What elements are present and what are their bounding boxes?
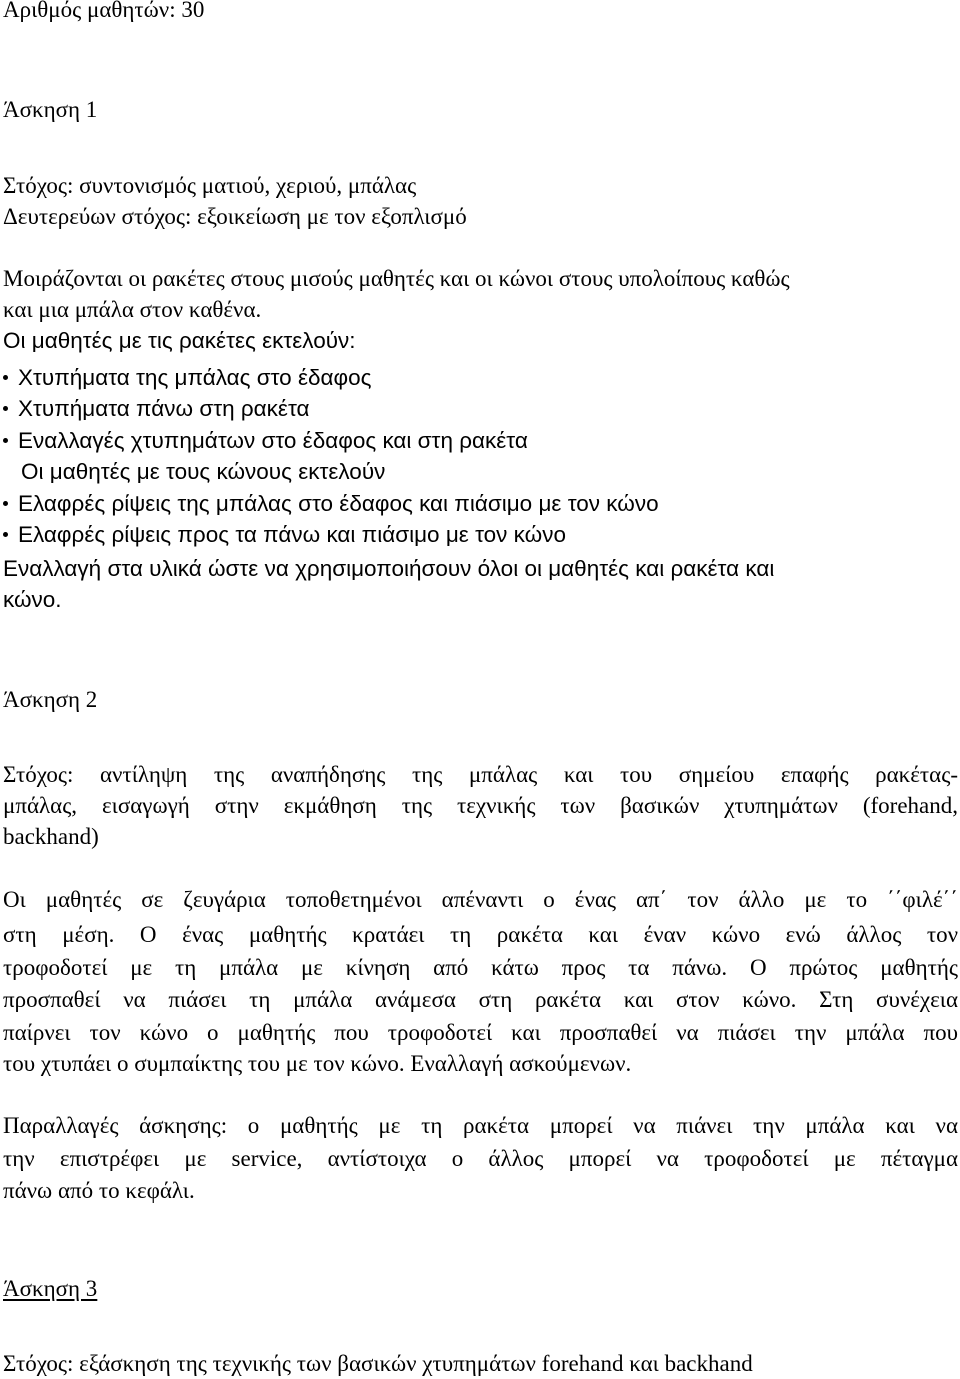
exercise-1-intro-line-2: και μια μπάλα στον καθένα.: [3, 297, 262, 322]
list-item: [3, 490, 659, 518]
exercise-2-variation-line: την επιστρέφει με service, αντίστοιχα ο άλλος μπορεί να τροφοδοτεί με πέταγμα: [3, 1146, 958, 1171]
list-item-label: Εναλλαγές χτυπημάτων στο έδαφος και στη ρακέτα: [18, 428, 528, 453]
exercise-2-variation-line: Παραλλαγές άσκησης: ο μαθητής με τη ρακέτα μπορεί να πιάνει την μπάλα και να: [3, 1113, 958, 1138]
list-item: [3, 427, 528, 455]
list-item: [3, 364, 371, 392]
list-item-label: Ελαφρές ρίψεις προς τα πάνω και πιάσιμο με τον κώνο: [18, 522, 566, 547]
exercise-1-intro-line-1: Μοιράζονται οι ρακέτες στους μισούς μαθητές και οι κώνοι στους υπολοίπους καθώς: [3, 266, 790, 291]
racket-group-heading: Οι μαθητές με τις ρακέτες εκτελούν:: [3, 328, 356, 353]
cone-group-heading: Οι μαθητές με τους κώνους εκτελούν: [21, 459, 386, 484]
exercise-2-desc-line: Οι μαθητές σε ζευγάρια τοποθετημένοι απέναντι ο ένας απ΄ τον άλλο με το ΄΄φιλέ΄΄: [3, 887, 958, 912]
exercise-2-desc-line: τροφοδοτεί με τη μπάλα με κίνηση από κάτω προς τα πάνω. Ο πρώτος μαθητής: [3, 955, 958, 980]
switch-line-1: Εναλλαγή στα υλικά ώστε να χρησιμοποιήσουν όλοι οι μαθητές και ρακέτα και: [3, 556, 775, 581]
list-item-label: Χτυπήματα της μπάλας στο έδαφος: [18, 365, 372, 390]
exercise-2-goal-line-1: Στόχος: αντίληψη της αναπήδησης της μπάλας και του σημείου επαφής ρακέτας-: [3, 762, 958, 787]
bullet-icon: [3, 438, 8, 443]
exercise-3-goal: Στόχος: εξάσκηση της τεχνικής των βασικών χτυπημάτων forehand και backhand: [3, 1351, 753, 1376]
bullet-icon: [3, 501, 8, 506]
exercise-2-goal-line-2: μπάλας, εισαγωγή στην εκμάθηση της τεχνικής των βασικών χτυπημάτων (forehand,: [3, 793, 958, 818]
list-item-label: Ελαφρές ρίψεις της μπάλας στο έδαφος και πιάσιμο με τον κώνο: [18, 491, 659, 516]
bullet-icon: [3, 406, 8, 411]
student-count: Αριθμός μαθητών: 30: [3, 0, 205, 22]
exercise-1-title: Άσκηση 1: [3, 97, 98, 122]
exercise-2-desc-line: παίρνει τον κώνο ο μαθητής που τροφοδοτεί και προσπαθεί να πιάσει την μπάλα που: [3, 1020, 958, 1045]
list-item-label: Χτυπήματα πάνω στη ρακέτα: [18, 396, 310, 421]
exercise-2-desc-line: του χτυπάει ο συμπαίκτης του με τον κώνο. Εναλλαγή ασκούμενων.: [3, 1051, 632, 1076]
exercise-2-desc-line: στη μέση. Ο ένας μαθητής κρατάει τη ρακέτα και έναν κώνο ενώ άλλος τον: [3, 922, 958, 947]
list-item: [3, 395, 310, 423]
exercise-3-title: Άσκηση 3: [3, 1276, 98, 1301]
exercise-2-desc-line: προσπαθεί να πιάσει τη μπάλα ανάμεσα στη ρακέτα και στον κώνο. Στη συνέχεια: [3, 987, 958, 1012]
bullet-icon: [3, 375, 8, 380]
exercise-1-goal: Στόχος: συντονισμός ματιού, χεριού, μπάλας: [3, 173, 417, 198]
switch-line-2: κώνο.: [3, 587, 62, 612]
bullet-icon: [3, 532, 8, 537]
list-item: [3, 521, 566, 549]
exercise-1-secondary-goal: Δευτερεύων στόχος: εξοικείωση με τον εξοπλισμό: [3, 204, 467, 229]
exercise-2-goal-line-3: backhand): [3, 824, 99, 849]
exercise-2-title: Άσκηση 2: [3, 687, 98, 712]
exercise-2-variation-line: πάνω από το κεφάλι.: [3, 1178, 195, 1203]
